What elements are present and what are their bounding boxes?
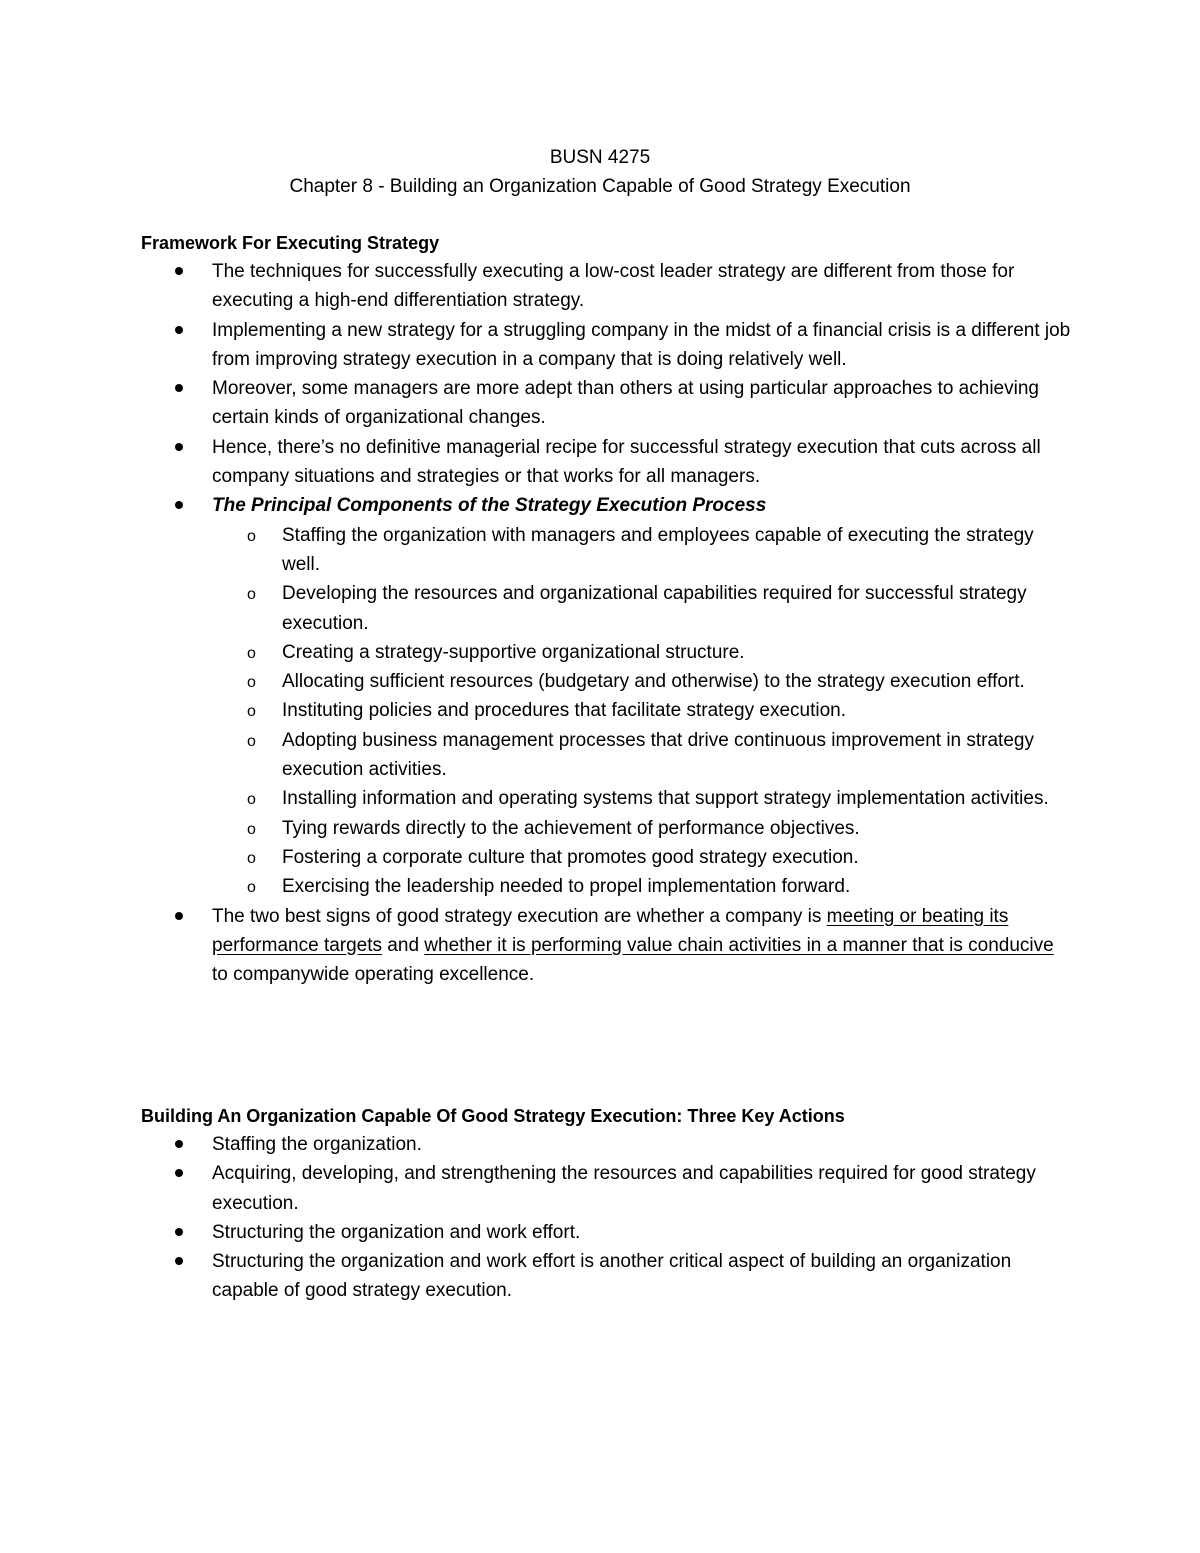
bullet-icon (175, 443, 183, 451)
bullet-icon (175, 267, 183, 275)
bullet-text: Structuring the organization and work effort is another critical aspect of building an organization capable of good strategy execution. (212, 1251, 1012, 1302)
bullet-icon (175, 501, 183, 509)
list-item (212, 1130, 1072, 1159)
sub-list-item (247, 872, 1072, 901)
sub-item-text: Developing the resources and organizational capabilities required for successful strategy execution. (282, 583, 1027, 634)
bullet-icon (175, 1257, 183, 1265)
bullet-icon (175, 1140, 183, 1148)
bullet-icon (175, 1169, 183, 1177)
list-item (212, 316, 1072, 375)
bullet-text: Structuring the organization and work effort. (212, 1221, 581, 1243)
sub-item-text: Adopting business management processes that drive continuous improvement in strategy execution activities. (282, 729, 1034, 781)
list-item (212, 1159, 1072, 1218)
bullet-text: The techniques for successfully executing a low-cost leader strategy are different from those for executing a high-end differentiation strategy. (212, 261, 1015, 312)
sub-list-item (247, 843, 1072, 872)
list-item (212, 374, 1072, 433)
components-title: The Principal Components of the Strategy Execution Process (212, 495, 767, 517)
bullet-icon (175, 912, 183, 920)
circle-bullet-icon: o (247, 820, 256, 838)
sub-list-item (247, 638, 1072, 667)
sub-list-item (247, 696, 1072, 725)
bullet-text: Hence, there’s no definitive managerial recipe for successful strategy execution that cuts across all company situations and strategies or that works for all managers. (212, 436, 1041, 488)
sub-list-item (247, 579, 1072, 638)
best-signs-text-part3: to companywide operating excellence. (212, 964, 535, 986)
circle-bullet-icon: o (247, 703, 256, 721)
sub-item-text: Allocating sufficient resources (budgetary and otherwise) to the strategy execution effort. (282, 671, 1025, 693)
circle-bullet-icon: o (247, 791, 256, 809)
underlined-phrase-targets: meeting or beating its performance targets (212, 905, 1009, 956)
underlined-phrase-value-chain: whether it is performing value chain activities in a manner that is conducive (424, 934, 1054, 956)
bullet-text: Staffing the organization. (212, 1134, 422, 1155)
key-actions-bullet-list (212, 1130, 1072, 1306)
best-signs-text-part1: The two best signs of good strategy execution are whether a company is (212, 905, 827, 927)
bullet-text: Implementing a new strategy for a struggling company in the midst of a financial crisis is a different job from improving strategy execution in a company that is doing relatively well. (212, 319, 1071, 370)
circle-bullet-icon: o (247, 732, 256, 750)
sub-list-item (247, 814, 1072, 843)
sub-item-text: Fostering a corporate culture that promotes good strategy execution. (282, 846, 859, 868)
list-item-best-signs (212, 902, 1072, 990)
sub-list-item (247, 784, 1072, 813)
list-item (212, 257, 1072, 316)
circle-bullet-icon: o (247, 879, 256, 897)
sub-item-text: Instituting policies and procedures that facilitate strategy execution. (282, 700, 846, 722)
sub-list-item (247, 521, 1072, 580)
bullet-icon (175, 326, 183, 334)
circle-bullet-icon: o (247, 849, 256, 867)
sub-item-text: Creating a strategy-supportive organizational structure. (282, 641, 745, 663)
sub-list-item (247, 726, 1072, 785)
bullet-text: Moreover, some managers are more adept than others at using particular approaches to achieving certain kinds of organizational changes. (212, 378, 1039, 429)
section-heading-framework: Framework For Executing Strategy (141, 233, 440, 253)
chapter-title: Chapter 8 - Building an Organization Capable of Good Strategy Execution (289, 176, 911, 197)
circle-bullet-icon: o (247, 674, 256, 692)
circle-bullet-icon: o (247, 586, 256, 604)
list-item (212, 1247, 1072, 1306)
sub-item-text: Exercising the leadership needed to propel implementation forward. (282, 876, 851, 898)
list-item-components (212, 491, 1072, 901)
list-item (212, 433, 1072, 492)
bullet-icon (175, 1228, 183, 1236)
circle-bullet-icon: o (247, 527, 256, 545)
bullet-icon (175, 384, 183, 392)
sub-item-text: Tying rewards directly to the achievement of performance objectives. (282, 817, 860, 839)
list-item (212, 1218, 1072, 1247)
sub-list-item (247, 667, 1072, 696)
bullet-text: Acquiring, developing, and strengthening the resources and capabilities required for good strategy execution. (212, 1163, 1036, 1214)
components-sub-list (247, 521, 1072, 902)
section-heading-three-key-actions: Building An Organization Capable Of Good Strategy Execution: Three Key Actions (141, 1106, 845, 1126)
sub-item-text: Installing information and operating systems that support strategy implementation activities. (282, 788, 1049, 810)
sub-item-text: Staffing the organization with managers and employees capable of executing the strategy well. (282, 524, 1034, 575)
framework-bullet-list (212, 257, 1072, 989)
best-signs-text-part2: and (382, 934, 425, 956)
course-code: BUSN 4275 (549, 147, 651, 168)
circle-bullet-icon: o (247, 644, 256, 662)
